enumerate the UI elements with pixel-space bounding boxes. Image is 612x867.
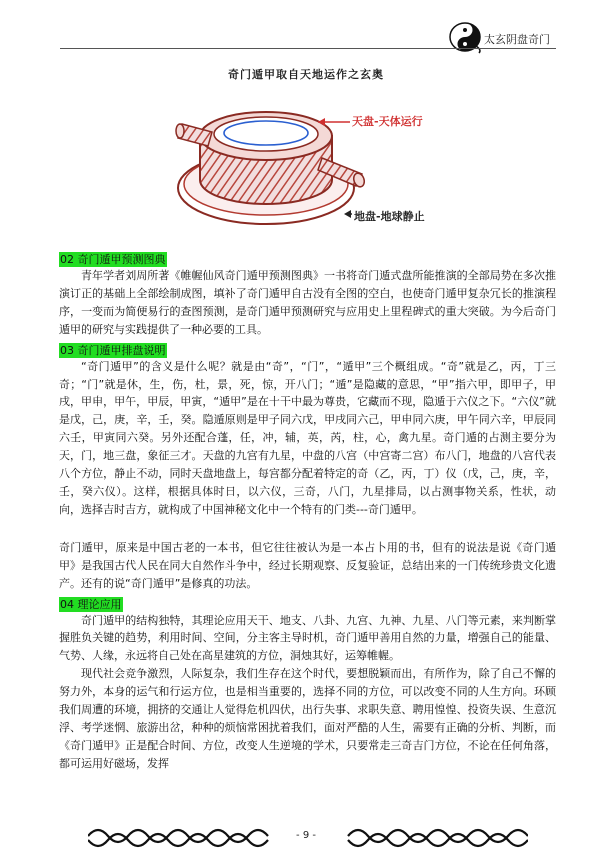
page-number: - 9 - xyxy=(296,830,316,841)
figure-title: 奇门遁甲取自天地运作之玄奥 xyxy=(228,68,384,81)
header-brand-text: 太玄阴盘奇门 xyxy=(484,33,550,46)
section xyxy=(59,593,556,773)
section-heading: 04 理论应用 xyxy=(60,597,122,611)
article-body xyxy=(59,248,556,773)
paragraph-gap xyxy=(59,519,556,539)
paragraph: 奇门遁甲，原来是中国古老的一本书，但它往往被认为是一本占卜用的书，但有的说法是说《奇门遁甲》是我国古代人民在同大自然作斗争中，经过长期观察、反复验证，总结出来的一门传统珍贵文化遗产。还有的说“奇门遁甲”是修真的功法。 xyxy=(59,540,556,590)
sky-plate-label: 天盘-天体运行 xyxy=(352,115,423,128)
paragraph: “奇门遁甲”的含义是什么呢？就是由“奇”，“门”，“遁甲”三个概组成。“奇”就是乙，丙，丁三奇；“门”就是休，生，伤，杜，景，死，惊，开八门；“遁”是隐藏的意思，“甲”指六甲，即甲子，甲戌，甲申，甲午，甲辰，甲寅，“遁甲”是在十干中最为尊贵，它藏而不现，隐遁于六仪之下。“六仪”就是戊，己，庚，辛，壬，癸。隐遁原则是甲子同六戊，甲戌同六己，甲申同六庚，甲午同六辛，甲辰同六壬，甲寅同六癸。另外还配合蓬，任，冲，辅，英，芮，柱，心，禽九星。奇门遁的占测主要分为天，门，地三盘，象征三才。天盘的九宫有九星，中盘的八宫（中宫寄二宫）布八门，地盘的八宫代表八个方位，静止不动，同时天盘地盘上，每宫都分配着特定的奇（乙，丙，丁）仪（戊，己，庚，辛，壬，癸六仪）。这样，根据具体时日，以六仪，三奇，八门，九星排局，以占测事物关系，性状，动向，选择吉时吉方，就构成了中国神秘文化中一个特有的门类---奇门遁甲。 xyxy=(59,359,556,516)
header-divider xyxy=(60,48,556,49)
paragraph: 青年学者刘周所著《帷幄仙风奇门遁甲预测图典》一书将奇门遁式盘所能推演的全部局势在多次推演订正的基础上全部绘制成图，填补了奇门遁甲自古没有全图的空白，也使奇门遁甲复杂冗长的推演程序，一变而为简便易行的查图预测，是奇门遁甲预测研究与应用史上里程碑式的重大突破。为今后奇门遁甲的研究与实践提供了一种必要的工具。 xyxy=(59,269,556,336)
paragraph: 现代社会竞争激烈，人际复杂，我们生存在这个时代，要想脱颖而出，有所作为，除了自己不懈的努力外，本身的运气和行运方位，也是相当重要的，选择不同的方位，可以改变不同的人生方向。环顾我们周遭的环境，拥挤的交通让人觉得危机四伏，出行失事、求职失意、聘用惶惶、投资失误、生意沉浮、考学迷惘、旅游出岔，种种的烦恼常困扰着我们，面对严酷的人生，需要有正确的分析、判断，而《奇门遁甲》正是配合时间、方位，改变人生逆境的学术，只要常走三奇吉门方位，不论在任何角落，都可运用好磁场，发挥 xyxy=(59,667,556,770)
earth-plate-label: 地盘-地球静止 xyxy=(354,210,425,223)
section-heading: 02 奇门遁甲预测图典 xyxy=(60,253,166,266)
section xyxy=(59,248,556,339)
section-heading: 03 奇门遁甲排盘说明 xyxy=(60,343,166,357)
paragraph: 奇门遁甲的结构独特，其理论应用天干、地支、八卦、九宫、九神、九星、八门等元素，来判断掌握胜负关键的趋势，利用时间、空间，分主客主导时机，奇门遁甲善用自然的力量，增强自己的能量、气势、人缘，永远将自己处在高星建筑的方位，洞烛其好，运筹帷幄。 xyxy=(59,613,556,663)
section xyxy=(59,339,556,593)
